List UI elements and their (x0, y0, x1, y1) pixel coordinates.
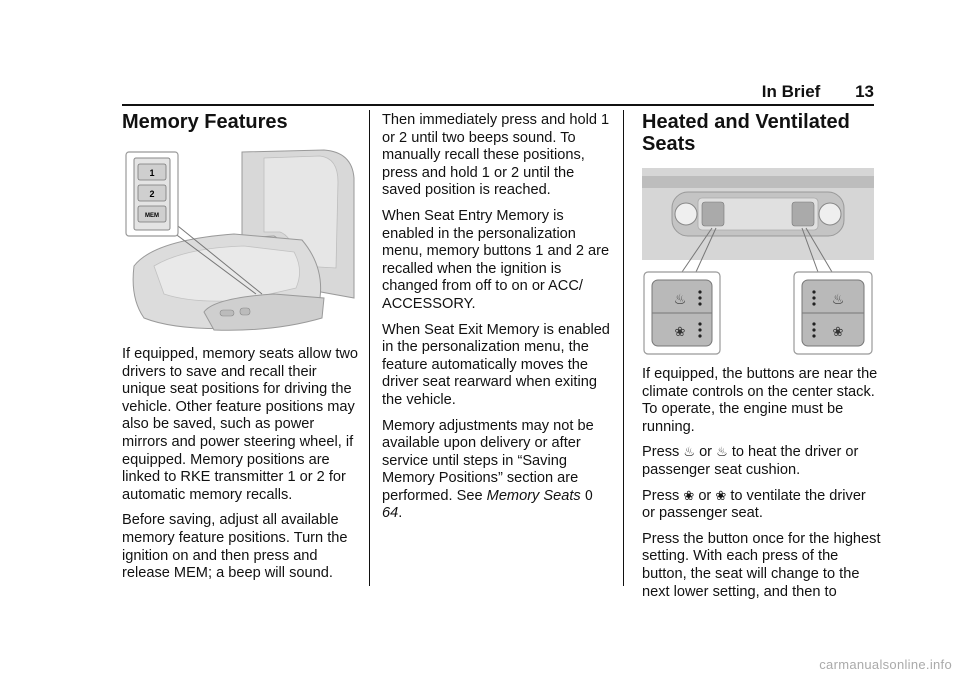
adjustments-paragraph (382, 418, 614, 524)
vent-or-text: or (694, 487, 716, 504)
recall-paragraph: Then immediately press and hold 1 or 2 until two beeps sound. To manually recall these positions, press and hold 1 or 2 until the saved position is reached. (382, 112, 610, 199)
heat-instructions-paragraph (642, 444, 882, 479)
heat-or-text: or (695, 444, 717, 461)
setting-paragraph: Press the button once for the highest setting. With each press of the button, the seat will change to the next lower setting, and then to (642, 530, 881, 600)
passenger-ventilated-seat-icon: ❀ (715, 488, 727, 504)
passenger-vent-icon: ❀ (832, 324, 844, 339)
heat-press-text: Press (642, 444, 684, 461)
page-number: 13 (855, 82, 874, 101)
section-title: In Brief (761, 82, 821, 101)
memory-button-mem-label: MEM (145, 213, 159, 219)
memory-button-2-label: 2 (149, 189, 155, 199)
memory-button-1-label: 1 (149, 168, 155, 178)
adjustments-end: . (398, 505, 403, 522)
column-divider-2 (623, 110, 624, 586)
heated-title-line-1: Heated and Ventilated (642, 111, 850, 133)
passenger-heated-seat-icon: ♨ (716, 445, 728, 461)
memory-intro-paragraph: If equipped, memory seats allow two drivers to save and recall their unique seat positions for driving the vehicle. Other feature positions may also be saved, such as power mirrors and power steering wheel, if equipped. Memory positions are linked to RKE transmitter 1 or 2 for automatic memory recalls. (122, 346, 359, 503)
memory-seats-page[interactable]: 64 (382, 505, 399, 522)
vent-rest-text: to ventilate the driver or passenger seat. (642, 487, 866, 522)
passenger-heat-icon: ♨ (831, 291, 845, 307)
driver-heat-icon: ♨ (673, 291, 687, 307)
climate-controls-figure (642, 168, 874, 356)
column-2 (382, 112, 614, 531)
column-1 (122, 111, 358, 133)
seat-entry-paragraph: When Seat Entry Memory is enabled in the personalization menu, memory buttons 1 and 2 are recalled when the ignition is changed from off to on or ACC/ ACCESSORY. (382, 207, 610, 312)
driver-ventilated-seat-icon: ❀ (683, 488, 695, 504)
header-rule (122, 104, 874, 106)
heated-intro-paragraph: If equipped, the buttons are near the climate controls on the center stack. To operate, the engine must be running. (642, 366, 878, 435)
adjustments-text: Memory adjustments may not be available upon delivery or after service until steps in “Saving Memory Positions” section are performed. See (382, 417, 594, 504)
vent-instructions-paragraph (642, 488, 882, 523)
memory-seat-figure (124, 148, 356, 334)
page-arrow-icon: 0 (584, 488, 594, 504)
seat-exit-paragraph: When Seat Exit Memory is enabled in the personalization menu, the feature automatically moves the driver seat rearward when exiting the vehicle. (382, 321, 610, 408)
memory-features-title: Memory Features (122, 111, 288, 133)
column-3-text (642, 366, 882, 609)
column-3 (642, 111, 878, 155)
vent-press-text: Press (642, 487, 684, 504)
heated-title-line-2: Seats (642, 133, 696, 155)
column-1-text (122, 346, 362, 591)
memory-seats-link[interactable]: Memory Seats (486, 487, 581, 504)
heat-rest-text: to heat the driver or passenger seat cushion. (642, 444, 859, 478)
watermark: carmanualsonline.info (819, 657, 952, 672)
memory-saving-paragraph: Before saving, adjust all available memory feature positions. Turn the ignition on and then press and release MEM; a beep will sound. (122, 512, 348, 582)
heated-ventilated-title (642, 111, 878, 155)
driver-vent-icon: ❀ (674, 324, 686, 339)
column-divider-1 (369, 110, 370, 586)
page-header (122, 82, 874, 104)
driver-heated-seat-icon: ♨ (683, 445, 696, 461)
